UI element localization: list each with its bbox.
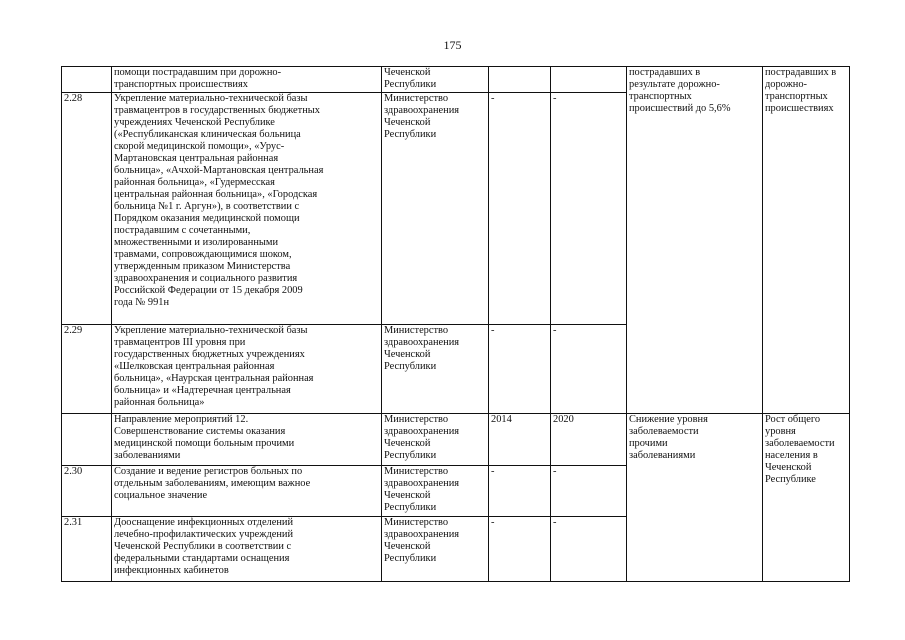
activity-name: Создание и ведение регистров больных по отдельным заболеваниям, имеющим важное социальное значение [112, 466, 382, 517]
executor: Чеченской Республики [382, 67, 489, 93]
end-year: 2020 [551, 414, 627, 466]
expected-result: пострадавших в результате дорожно- транспортных происшествий до 5,6% [627, 67, 763, 414]
start-year: 2014 [489, 414, 551, 466]
row-number [62, 414, 112, 466]
row-number: 2.29 [62, 325, 112, 414]
expected-result: Снижение уровня заболеваемости прочими заболеваниями [627, 414, 763, 582]
end-year: - [551, 93, 627, 325]
end-year: - [551, 517, 627, 582]
activity-name: Дооснащение инфекционных отделений лечебно-профилактических учреждений Чеченской Республики в соответствии с федеральными стандартами оснащения инфекционных кабинетов [112, 517, 382, 582]
executor: Министерство здравоохранения Чеченской Республики [382, 325, 489, 414]
table-row [62, 67, 850, 93]
executor: Министерство здравоохранения Чеченской Республики [382, 517, 489, 582]
start-year: - [489, 93, 551, 325]
row-number: 2.30 [62, 466, 112, 517]
end-year [551, 67, 627, 93]
end-year: - [551, 466, 627, 517]
executor: Министерство здравоохранения Чеченской Республики [382, 466, 489, 517]
activity-name: помощи пострадавшим при дорожно- транспортных происшествиях [112, 67, 382, 93]
page-number: 175 [443, 38, 462, 52]
start-year: - [489, 466, 551, 517]
activity-name: Укрепление материально-технической базы травмацентров в государственных бюджетных учреждениях Чеченской Республике («Республиканская клиническая больница скорой медицинской помощи», «Урус- Мартановская центральная районная больница», «Ачхой-Мартановская центральная районная больница», «Гудермесская центральная районная больница», «Городская больница №1 г. Аргун»), в соответствии с Порядком оказания медицинской помощи пострадавшим с сочетанными, множественными и изолированными травмами, сопровождающимися шоком, утвержденным приказом Министерства здравоохранения и социального развития Российской Федерации от 15 декабря 2009 года № 991н [112, 93, 382, 325]
target-indicator: Рост общего уровня заболеваемости населения в Чеченской Республике [763, 414, 850, 582]
end-year: - [551, 325, 627, 414]
table-row [62, 414, 850, 466]
target-indicator: пострадавших в дорожно- транспортных происшествиях [763, 67, 850, 414]
start-year: - [489, 325, 551, 414]
start-year [489, 67, 551, 93]
activity-name: Укрепление материально-технической базы травмацентров III уровня при государственных бюджетных учреждениях «Шелковская центральная районная больница», «Наурская центральная районная больница» и «Надтеречная центральная районная больница» [112, 325, 382, 414]
activity-name: Направление мероприятий 12. Совершенствование системы оказания медицинской помощи больным прочими заболеваниями [112, 414, 382, 466]
row-number: 2.31 [62, 517, 112, 582]
row-number: 2.28 [62, 93, 112, 325]
start-year: - [489, 517, 551, 582]
executor: Министерство здравоохранения Чеченской Республики [382, 414, 489, 466]
executor: Министерство здравоохранения Чеченской Республики [382, 93, 489, 325]
row-number [62, 67, 112, 93]
program-activities-table [61, 66, 850, 582]
